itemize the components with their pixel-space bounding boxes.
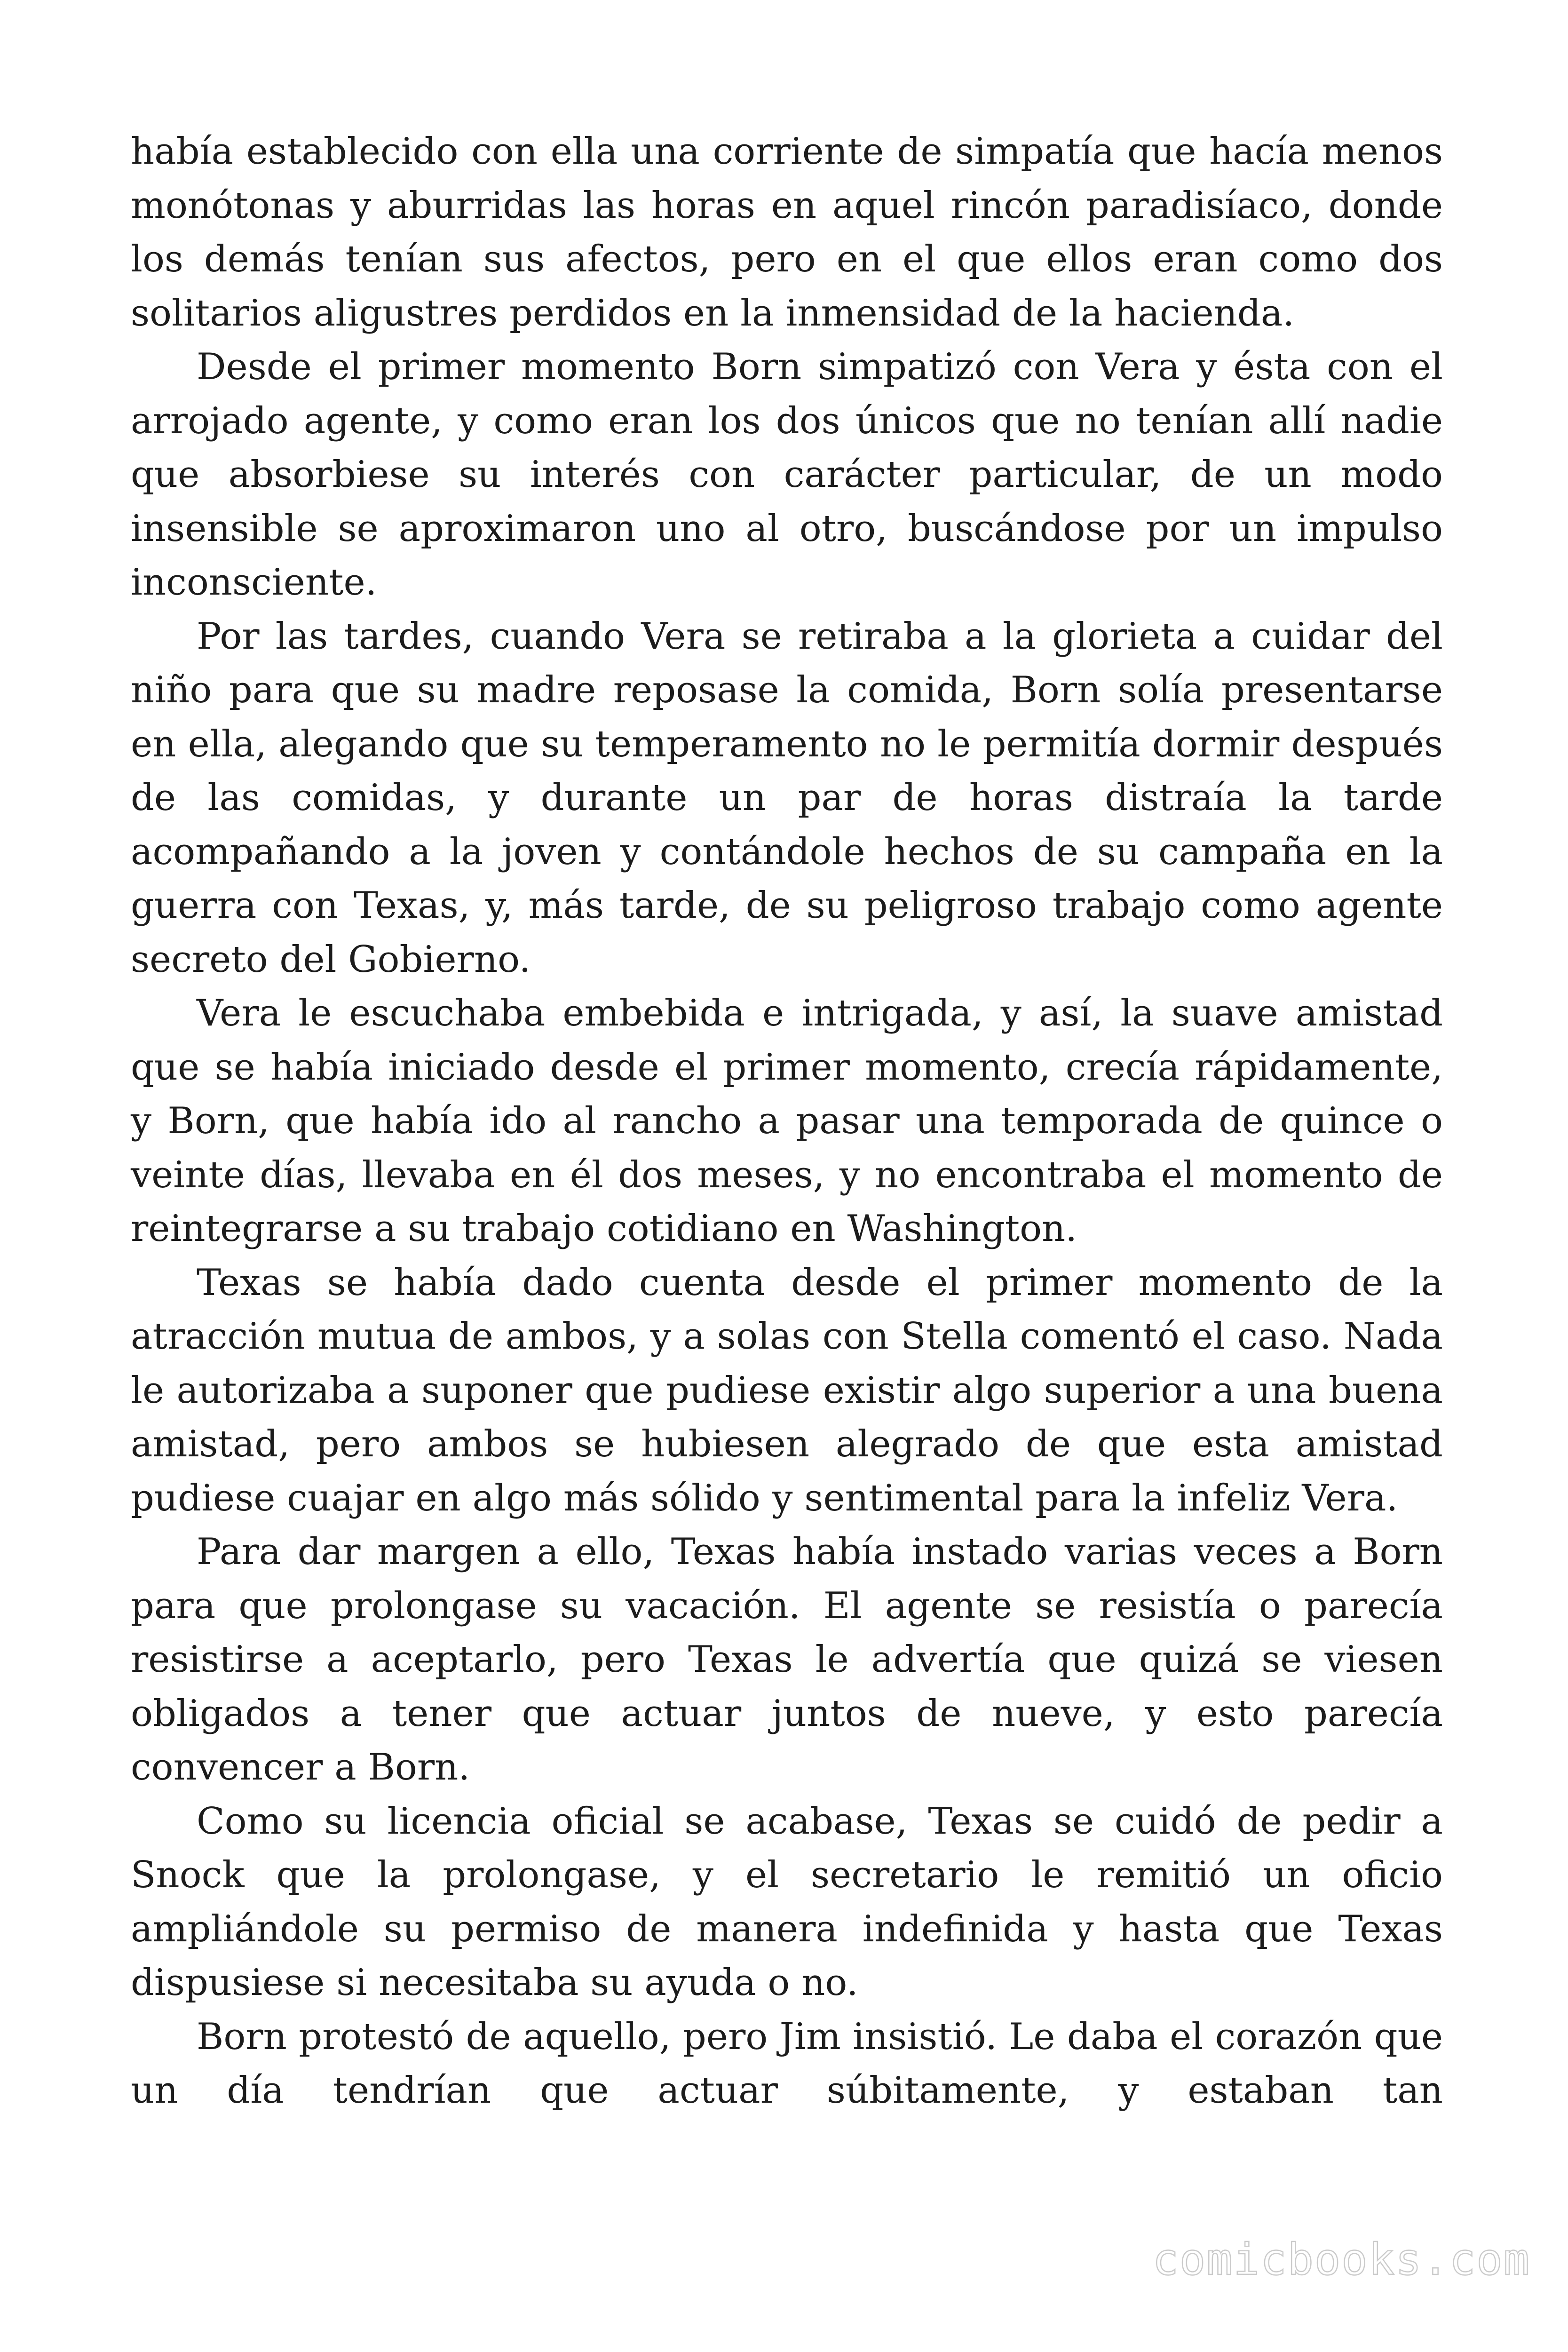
paragraph-4: Vera le escuchaba embebida e intrigada, y así, la suave amistad que se había iniciado desde el primer momento, crecía rápidamente, y Born, que había ido al rancho a pasar una temporada de quince o veinte días, llevaba en él dos meses, y no encontraba el momento de reintegrarse a su trabajo cotidiano en Washington. [131,992,1443,1250]
paragraph-2: Desde el primer momento Born simpatizó con Vera y ésta con el arrojado agente, y como eran los dos únicos que no tenían allí nadie que absorbiese su interés con carácter particular, de un modo insensible se aproximaron uno al otro, buscándose por un impulso inconsciente. [131,346,1443,604]
paragraph-5: Texas se había dado cuenta desde el primer momento de la atracción mutua de ambos, y a solas con Stella comentó el caso. Nada le autorizaba a suponer que pudiese existir algo superior a una buena amistad, pero ambos se hubiesen alegrado de que esta amistad pudiese cuajar en algo más sólido y sentimental para la infeliz Vera. [131,1261,1443,1519]
paragraph-1: había establecido con ella una corriente de simpatía que hacía menos monótonas y aburridas las horas en aquel rincón paradisíaco, donde los demás tenían sus afectos, pero en el que ellos eran como dos solitarios aligustres perdidos en la inmensidad de la hacienda. [131,130,1443,334]
paragraph-8: Born protestó de aquello, pero Jim insistió. Le daba el corazón que un día tendrían que actuar súbitamente, y estaban tan [131,2015,1443,2112]
page-text [131,125,1443,2118]
paragraph-6: Para dar margen a ello, Texas había instado varias veces a Born para que prolongase su vacación. El agente se resistía o parecía resistirse a aceptarlo, pero Texas le advertía que quizá se viesen obligados a tener que actuar juntos de nueve, y esto parecía convencer a Born. [131,1531,1443,1788]
paragraph-3: Por las tardes, cuando Vera se retiraba a la glorieta a cuidar del niño para que su madre reposase la comida, Born solía presentarse en ella, alegando que su temperamento no le permitía dormir después de las comidas, y durante un par de horas distraía la tarde acompañando a la joven y contándole hechos de su campaña en la guerra con Texas, y, más tarde, de su peligroso trabajo como agente secreto del Gobierno. [131,615,1443,981]
paragraph-7: Como su licencia oficial se acabase, Texas se cuidó de pedir a Snock que la prolongase, y el secretario le remitió un oficio ampliándole su permiso de manera indefinida y hasta que Texas dispusiese si necesitaba su ayuda o no. [131,1800,1443,2004]
watermark: comicbooks.com [1152,2234,1530,2285]
